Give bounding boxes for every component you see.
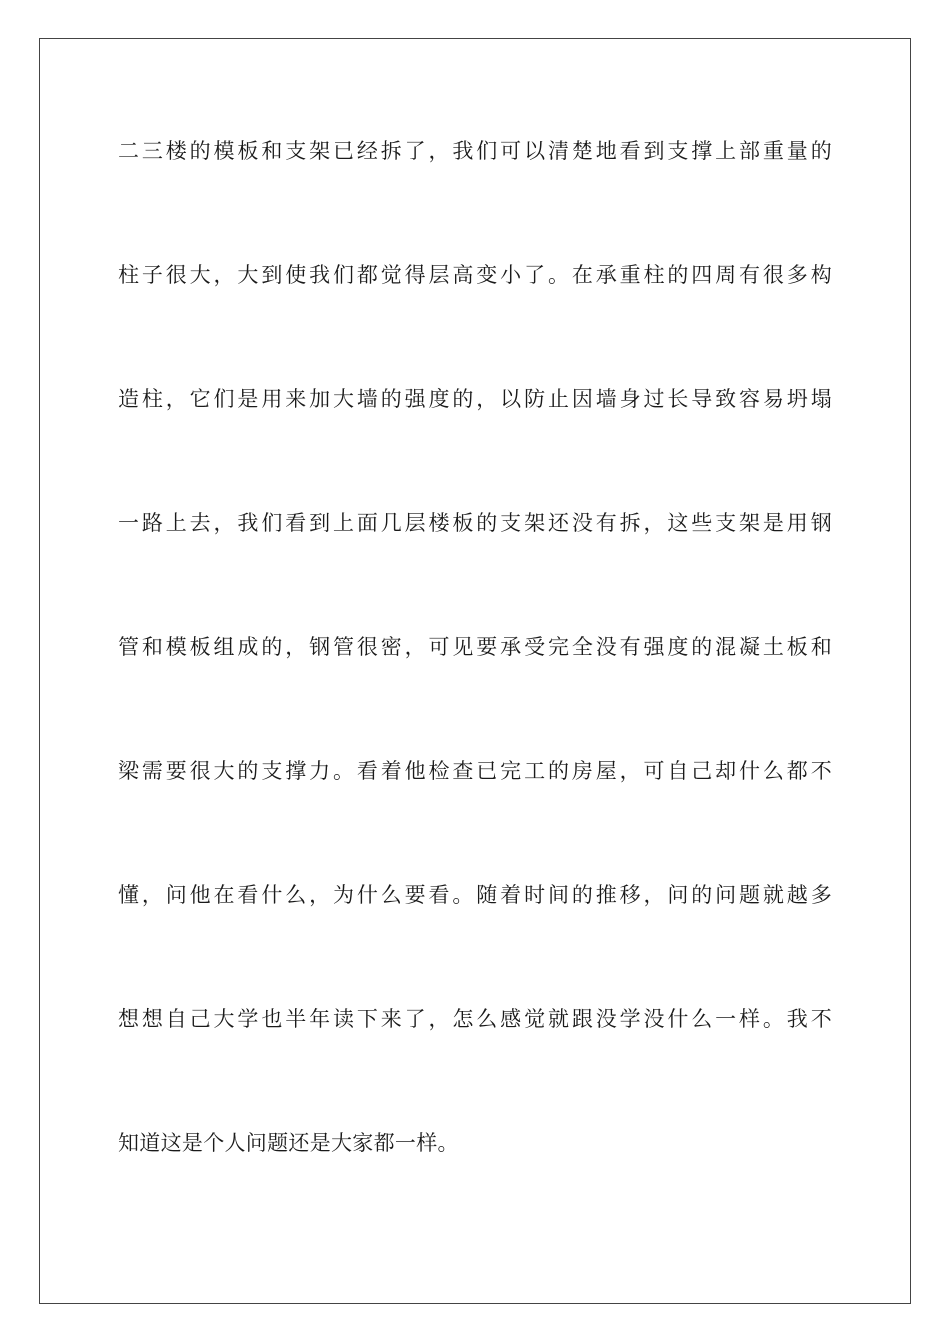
- text-line-last: 知道这是个人问题还是大家都一样。: [118, 1131, 459, 1155]
- text-line: 二三楼的模板和支架已经拆了，我们可以清楚地看到支撑上部重量的: [118, 139, 832, 163]
- text-line: 柱子很大，大到使我们都觉得层高变小了。在承重柱的四周有很多构: [118, 263, 832, 287]
- text-line: 造柱，它们是用来加大墙的强度的，以防止因墙身过长导致容易坍塌: [118, 387, 832, 411]
- text-line: 想想自己大学也半年读下来了，怎么感觉就跟没学没什么一样。我不: [118, 1007, 832, 1031]
- page-border: [39, 38, 911, 1304]
- text-line: 梁需要很大的支撑力。看着他检查已完工的房屋，可自己却什么都不: [118, 759, 832, 783]
- text-line: 一路上去，我们看到上面几层楼板的支架还没有拆，这些支架是用钢: [118, 511, 832, 535]
- text-line: 懂，问他在看什么，为什么要看。随着时间的推移，问的问题就越多: [118, 883, 832, 907]
- text-line: 管和模板组成的，钢管很密，可见要承受完全没有强度的混凝土板和: [118, 635, 832, 659]
